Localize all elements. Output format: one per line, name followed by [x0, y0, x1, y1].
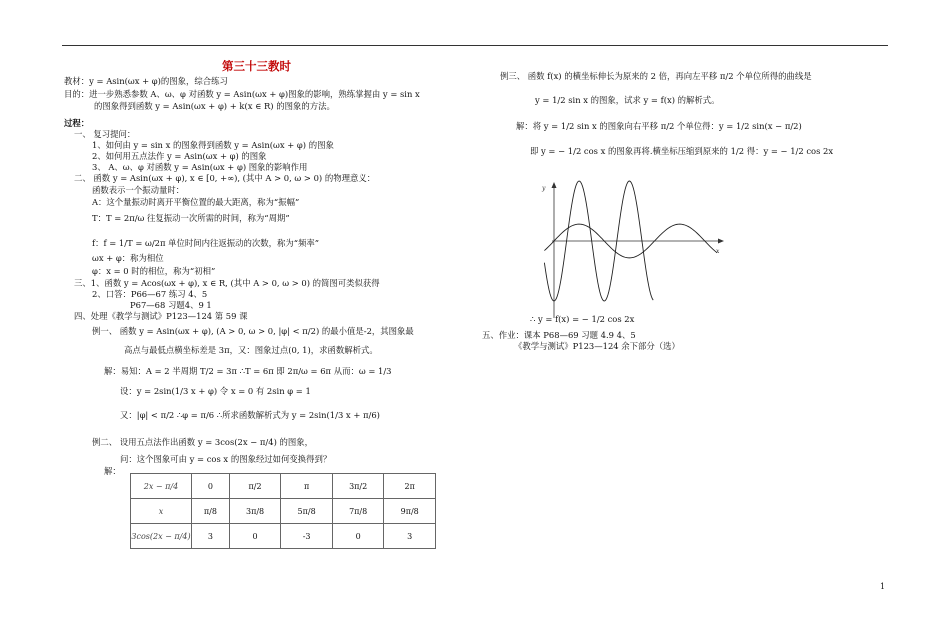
y-axis-arrow [552, 182, 557, 188]
text-line: 四、处理《教学与测试》P123—124 第 59 课 [74, 311, 248, 321]
table-cell: -3 [281, 524, 333, 549]
table-cell: 0 [229, 524, 281, 549]
table-cell: 0 [332, 524, 384, 549]
table-cell: 3 [384, 524, 436, 549]
text-line: 例三、 函数 f(x) 的横坐标伸长为原来的 2 倍，再向左平移 π/2 个单位所得的曲线是 [500, 71, 812, 81]
y-axis-label: y [542, 185, 546, 192]
table-cell: x [131, 499, 192, 524]
text-line: 即 y = − 1/2 cos x 的图象再将.横坐标压缩到原来的 1/2 得：y = − 1/2 cos 2x [530, 146, 834, 156]
text-line: 2、口答：P66—67 练习 4、5 [92, 289, 208, 299]
table-cell: 7π/8 [332, 499, 384, 524]
five-point-table [130, 473, 436, 549]
text-line: 例一、 函数 y = Asin(ωx + φ), (A > 0, ω > 0, |φ| < π/2) 的最小值是-2，其图象最 [92, 326, 414, 336]
table-cell: 5π/8 [281, 499, 333, 524]
text-line: 1、如何由 y = sin x 的图象得到函数 y = Asin(ωx + φ) 的图象 [92, 140, 334, 150]
text-line: 高点与最低点横坐标差是 3π，又：图象过点(0, 1)，求函数解析式。 [124, 345, 378, 355]
section-heading: 过程： [64, 118, 90, 128]
x-axis-arrow [718, 239, 724, 244]
text-line: 3、 A、ω、φ 对函数 y = Asin(ωx + φ) 图象的影响作用 [92, 162, 308, 172]
table-cell: 2x − π/4 [131, 474, 192, 499]
text-line: 函数表示一个振动量时： [92, 185, 185, 195]
text-line: 2、如何用五点法作 y = Asin(ωx + φ) 的图象 [92, 151, 267, 161]
text-line: ωx + φ：称为相位 [92, 253, 164, 263]
text-line: A：这个量振动时离开平衡位置的最大距离，称为“振幅” [92, 197, 300, 207]
table-cell: 2π [384, 474, 436, 499]
table-cell: 3π/8 [229, 499, 281, 524]
text-line: 例二、 设用五点法作出函数 y = 3cos(2x − π/4) 的图象， [92, 437, 313, 447]
text-line: 二、 函数 y = Asin(ωx + φ), x ∈ [0, +∞), (其中 A > 0, ω > 0) 的物理意义： [74, 173, 376, 183]
text-line: 三、1、函数 y = Acos(ωx + φ), x ∈ R, (其中 A > 0, ω > 0) 的简图可类似获得 [74, 278, 380, 288]
text-line: 解：将 y = 1/2 sin x 的图象向右平移 π/2 个单位得：y = 1/2 sin(x − π/2) [516, 121, 802, 131]
x-axis-label: x [716, 248, 720, 255]
table-row [131, 499, 436, 524]
table-cell: π/8 [192, 499, 230, 524]
text-line: 一、 复习提问： [74, 129, 136, 139]
table-cell: 3cos(2x − π/4) [131, 524, 192, 549]
text-line: 问：这个图象可由 y = cos x 的图象经过如何变换得到？ [120, 454, 332, 464]
page-title: 第三十三教时 [222, 59, 291, 73]
text-line: y = 1/2 sin x 的图象，试求 y = f(x) 的解析式。 [535, 95, 720, 105]
text-line: 的图象得到函数 y = Asin(ωx + φ) + k(x ∈ R) 的图象的方法。 [94, 101, 335, 111]
text-line: 教材：y = Asin(ωx + φ)的图象，综合练习 [64, 76, 228, 86]
text-line: 目的：进一步熟悉参数 A、ω、φ 对函数 y = Asin(ωx + φ)图象的影响，熟练掌握由 y = sin x [64, 89, 420, 99]
text-line: f：f = 1/T = ω/2π 单位时间内往返振动的次数，称为“频率” [92, 238, 320, 248]
text-line: φ：x = 0 时的相位，称为“初相” [92, 266, 216, 276]
text-line: T：T = 2π/ω 往复振动一次所需的时间，称为“周期” [92, 213, 290, 223]
table-cell: 9π/8 [384, 499, 436, 524]
table-cell: π [281, 474, 333, 499]
table-cell: π/2 [229, 474, 281, 499]
table-row [131, 474, 436, 499]
cosine-graph [540, 178, 730, 323]
text-line: ∴ y = f(x) = − 1/2 cos 2x [530, 314, 635, 324]
table-cell: 3π/2 [332, 474, 384, 499]
table-cell: 3 [192, 524, 230, 549]
text-line: 《教学与测试》P123—124 余下部分（选） [514, 341, 680, 351]
page-number: 1 [880, 582, 886, 591]
text-line: 又：|φ| < π/2 ∴φ = π/6 ∴所求函数解析式为 y = 2sin(1/3 x + π/6) [120, 410, 380, 420]
text-line: 解： [104, 466, 121, 476]
table-row [131, 524, 436, 549]
text-line: 解：易知：A = 2 半周期 T/2 = 3π ∴T = 6π 即 2π/ω = 6π 从而：ω = 1/3 [104, 366, 392, 376]
text-line: P67—68 习题4、9 1 [130, 300, 212, 310]
text-line: 设：y = 2sin(1/3 x + φ) 令 x = 0 有 2sin φ = 1 [120, 386, 311, 396]
text-line: 五、作业：课本 P68—69 习题 4.9 4、5 [482, 330, 636, 340]
table-cell: 0 [192, 474, 230, 499]
header-rule [62, 45, 888, 46]
